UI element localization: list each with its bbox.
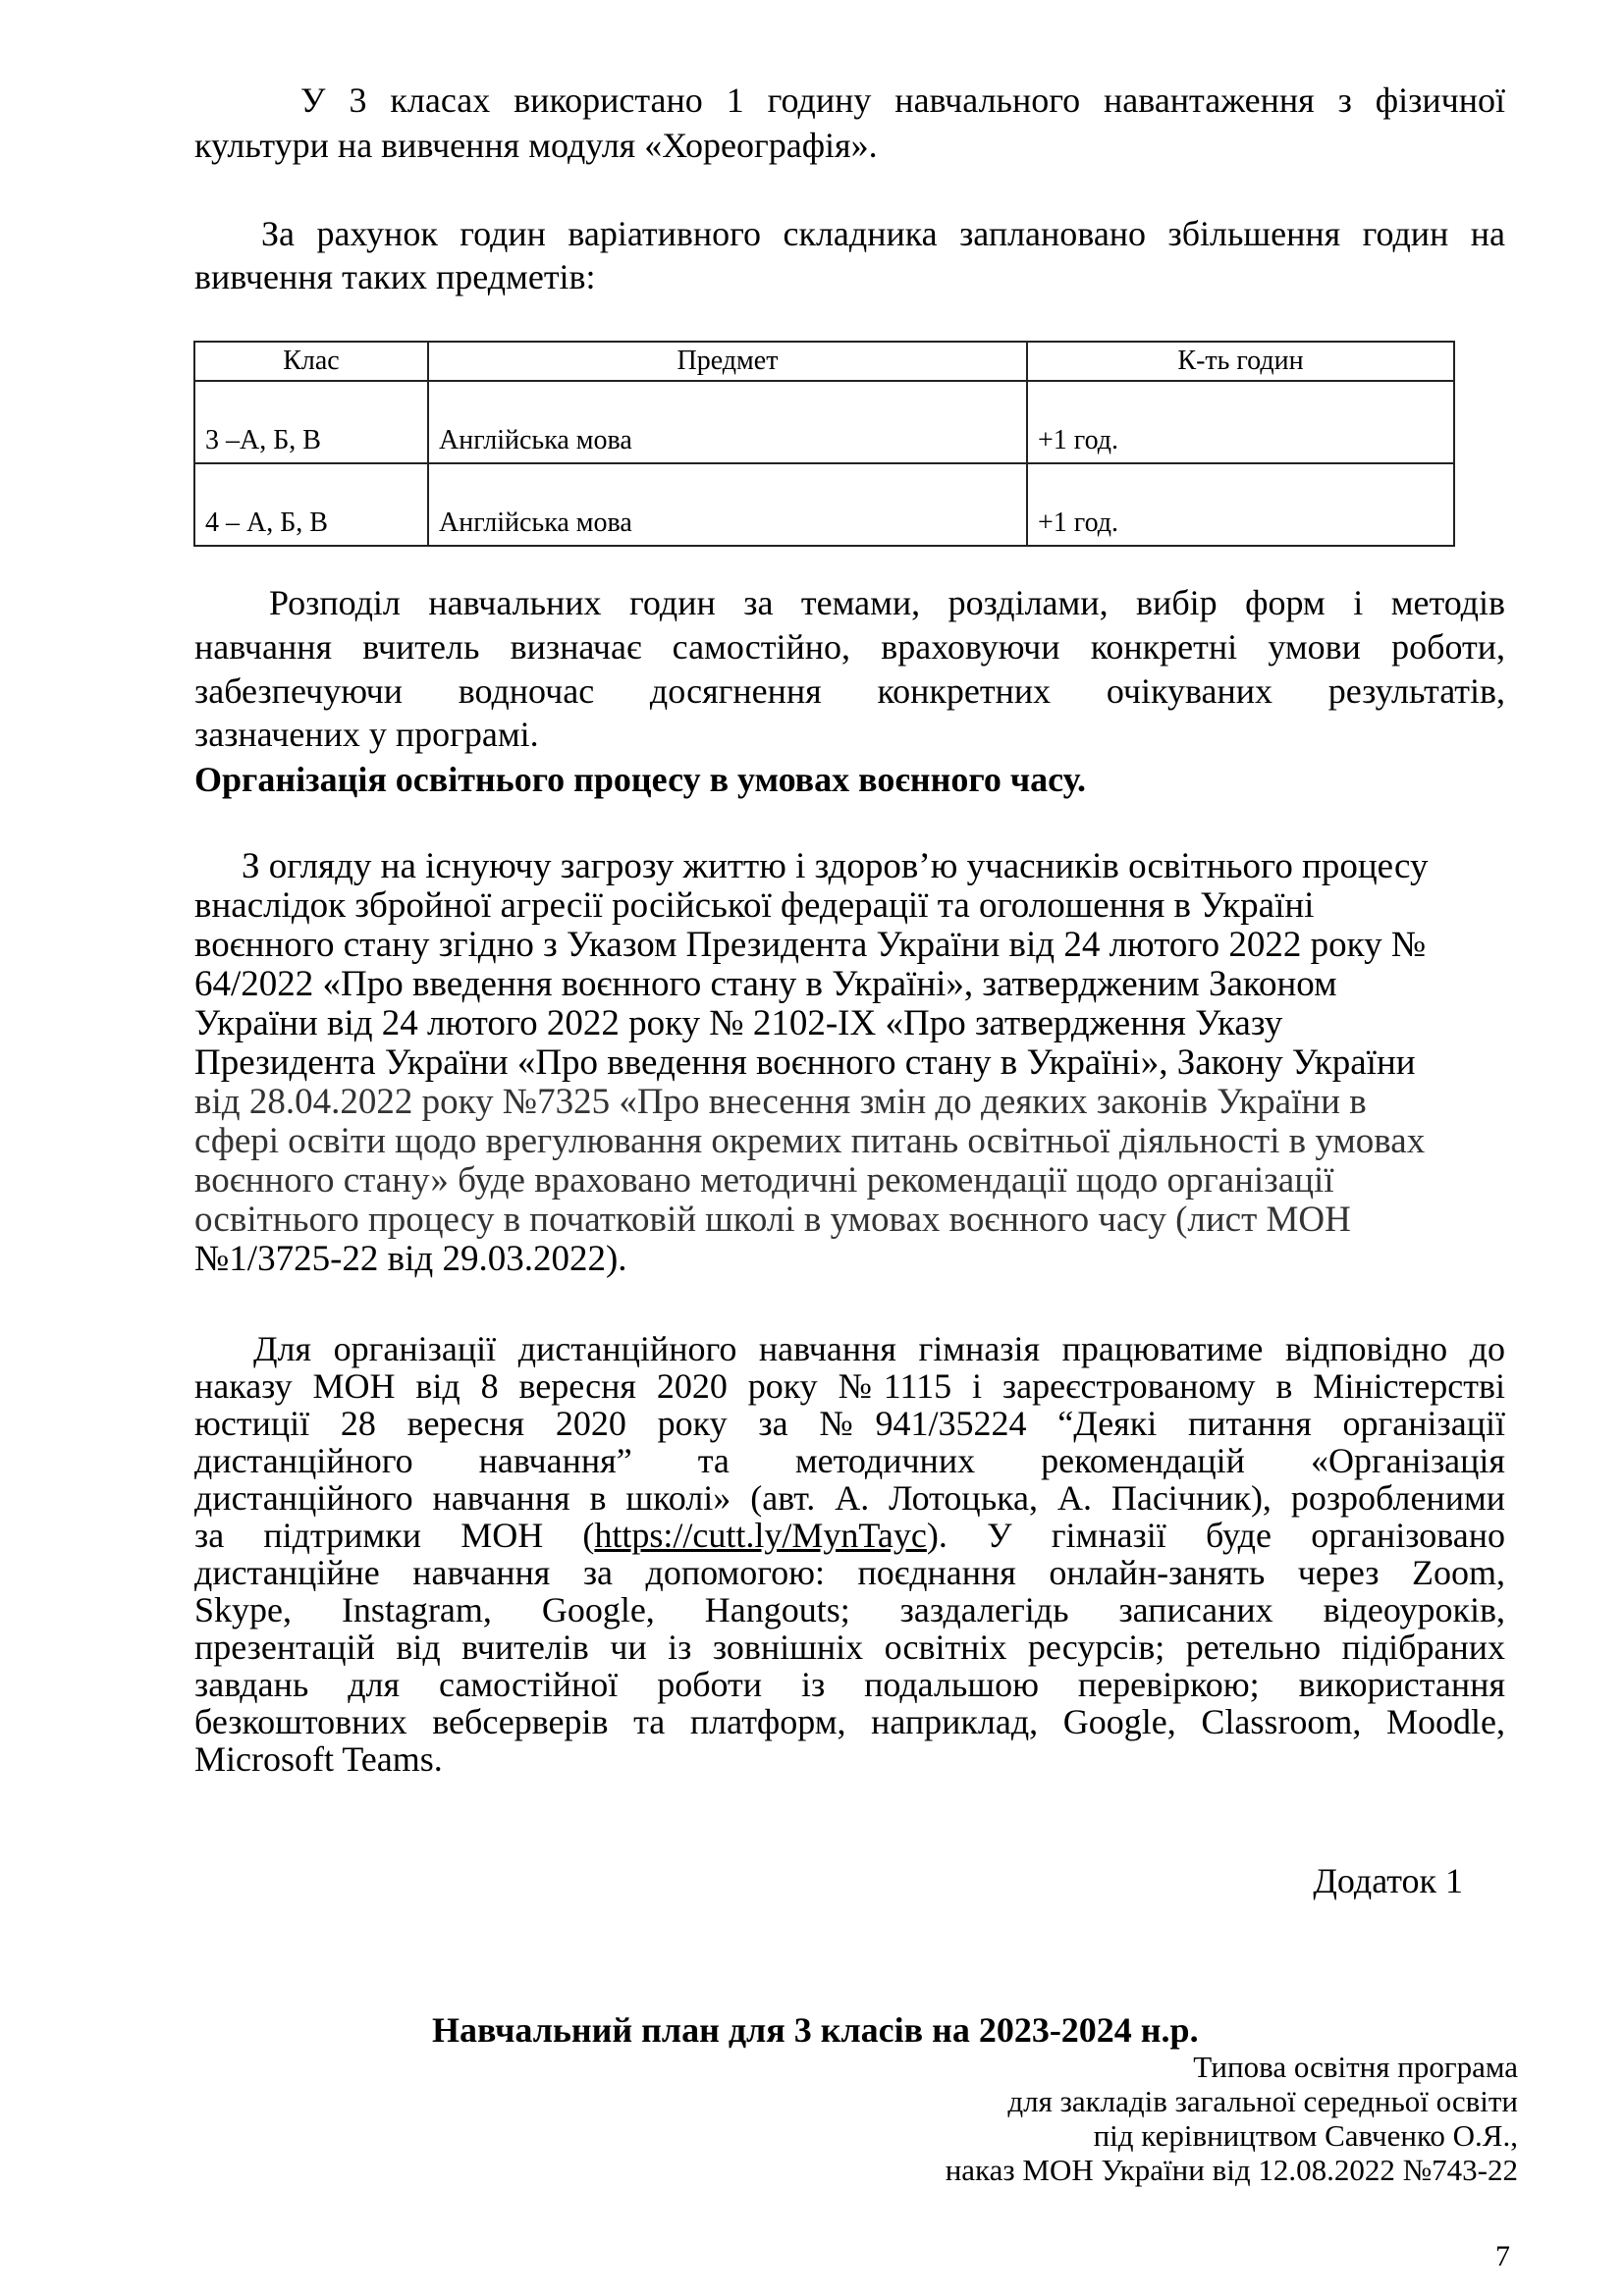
distance-line: презентацій від вчителів чи із зовнішніх освітніх ресурсів; ретельно підібраних <box>194 1628 1505 1667</box>
war-line: освітнього процесу в початковій школі в умовах воєнного часу (лист МОН <box>194 1200 1351 1240</box>
distribution-line2: навчання вчитель визначає самостійно, враховуючи конкретні умови роботи, <box>194 627 1505 667</box>
program-reference <box>946 2050 1518 2187</box>
plan-title: Навчальний план для 3 класів на 2023-2024 н.р. <box>432 2010 1199 2050</box>
program-ref-line: наказ МОН України від 12.08.2022 №743-22 <box>945 2153 1518 2187</box>
program-ref-line: Типова освітня програма <box>1193 2050 1518 2084</box>
cell-class: 3 –А, Б, В <box>194 381 428 463</box>
war-line: України від 24 лютого 2022 року № 2102-IX «Про затвердження Указу <box>194 1003 1283 1043</box>
distance-line: Для організації дистанційного навчання гімназія працюватиме відповідно до <box>253 1329 1505 1368</box>
page-number: 7 <box>1495 2240 1510 2272</box>
link-prefix: за підтримки МОН ( <box>194 1516 595 1555</box>
intro-p2-line1: За рахунок годин варіативного складника заплановано збільшення годин на <box>261 214 1505 253</box>
program-ref-line: під керівництвом Савченко О.Я., <box>1093 2118 1518 2153</box>
distance-line: наказу МОН від 8 вересня 2020 року №1115 і зареєстрованому в Міністерстві <box>194 1366 1505 1406</box>
war-line: 64/2022 «Про введення воєнного стану в Україні», затвердженим Законом <box>194 964 1337 1004</box>
hours-table <box>193 341 1455 547</box>
section-heading-wartime: Організація освітнього процесу в умовах воєнного часу. <box>194 760 1087 799</box>
table-row <box>194 463 1454 546</box>
war-line: сфері освіти щодо врегулювання окремих питань освітньої діяльності в умовах <box>194 1121 1426 1161</box>
distance-line: дистанційного навчання в школі» (авт. А. Лотоцька, А. Пасічник), розробленими <box>194 1478 1505 1518</box>
cell-hours: +1 год. <box>1027 381 1454 463</box>
intro-p1-line1: У 3 класах використано 1 годину навчального навантаження з фізичної <box>300 80 1505 120</box>
distance-line: дистанційного навчання” та методичних рекомендацій «Організація <box>194 1441 1505 1480</box>
cell-hours: +1 год. <box>1027 463 1454 546</box>
intro-p2-line2: вивчення таких предметів: <box>194 257 596 296</box>
program-ref-line: для закладів загальної середньої освіти <box>1007 2084 1518 2118</box>
distribution-line1: Розподіл навчальних годин за темами, розділами, вибір форм і методів <box>269 583 1505 622</box>
intro-p1-line2: культури на вивчення модуля «Хореографія». <box>194 126 878 165</box>
war-line: від 28.04.2022 року №7325 «Про внесення змін до деяких законів України в <box>194 1082 1367 1122</box>
header-hours: К-ть годин <box>1027 342 1454 381</box>
war-line: №1/3725-22 від 29.03.2022). <box>194 1239 627 1279</box>
distribution-line4: зазначених у програмі. <box>194 715 539 754</box>
war-line: воєнного стану» буде враховано методичні рекомендації щодо організації <box>194 1160 1334 1201</box>
distance-line: завдань для самостійної роботи із подальшою перевіркою; використання <box>194 1665 1505 1704</box>
distribution-line3: забезпечуючи водночас досягнення конкретних очікуваних результатів, <box>194 671 1505 711</box>
appendix-label: Додаток 1 <box>1313 1861 1463 1900</box>
link-suffix: ). У гімназії буде організовано <box>926 1516 1505 1555</box>
war-line: Президента України «Про введення воєнного стану в Україні», Закону України <box>194 1042 1416 1083</box>
cell-subject: Англійська мова <box>428 463 1027 546</box>
war-line: воєнного стану згідно з Указом Президента України від 24 лютого 2022 року № <box>194 925 1427 965</box>
distance-line: дистанційне навчання за допомогою: поєднання онлайн-занять через Zoom, <box>194 1553 1505 1592</box>
distance-line: Skype, Instagram, Google, Hangouts; заздалегідь записаних відеоуроків, <box>194 1590 1505 1629</box>
cell-subject: Англійська мова <box>428 381 1027 463</box>
war-line: З огляду на існуючу загрозу життю і здоров’ю учасників освітнього процесу <box>242 846 1429 886</box>
table-row <box>194 381 1454 463</box>
war-line: внаслідок збройної агресії російської федерації та оголошення в Україні <box>194 885 1315 926</box>
cell-class: 4 – А, Б, В <box>194 463 428 546</box>
distance-line: безкоштовних вебсерверів та платформ, наприклад, Google, Classroom, Moodle, <box>194 1702 1505 1741</box>
distance-line: юстиції 28 вересня 2020 року за №941/35224 “Деякі питання організації <box>194 1404 1505 1443</box>
distance-line-link <box>194 1518 1505 1553</box>
cutt-ly-link[interactable]: https://cutt.ly/MynTayc <box>594 1516 927 1555</box>
table-header-row <box>194 342 1454 381</box>
distance-line: Microsoft Teams. <box>194 1739 443 1779</box>
header-class: Клас <box>194 342 428 381</box>
header-subject: Предмет <box>428 342 1027 381</box>
